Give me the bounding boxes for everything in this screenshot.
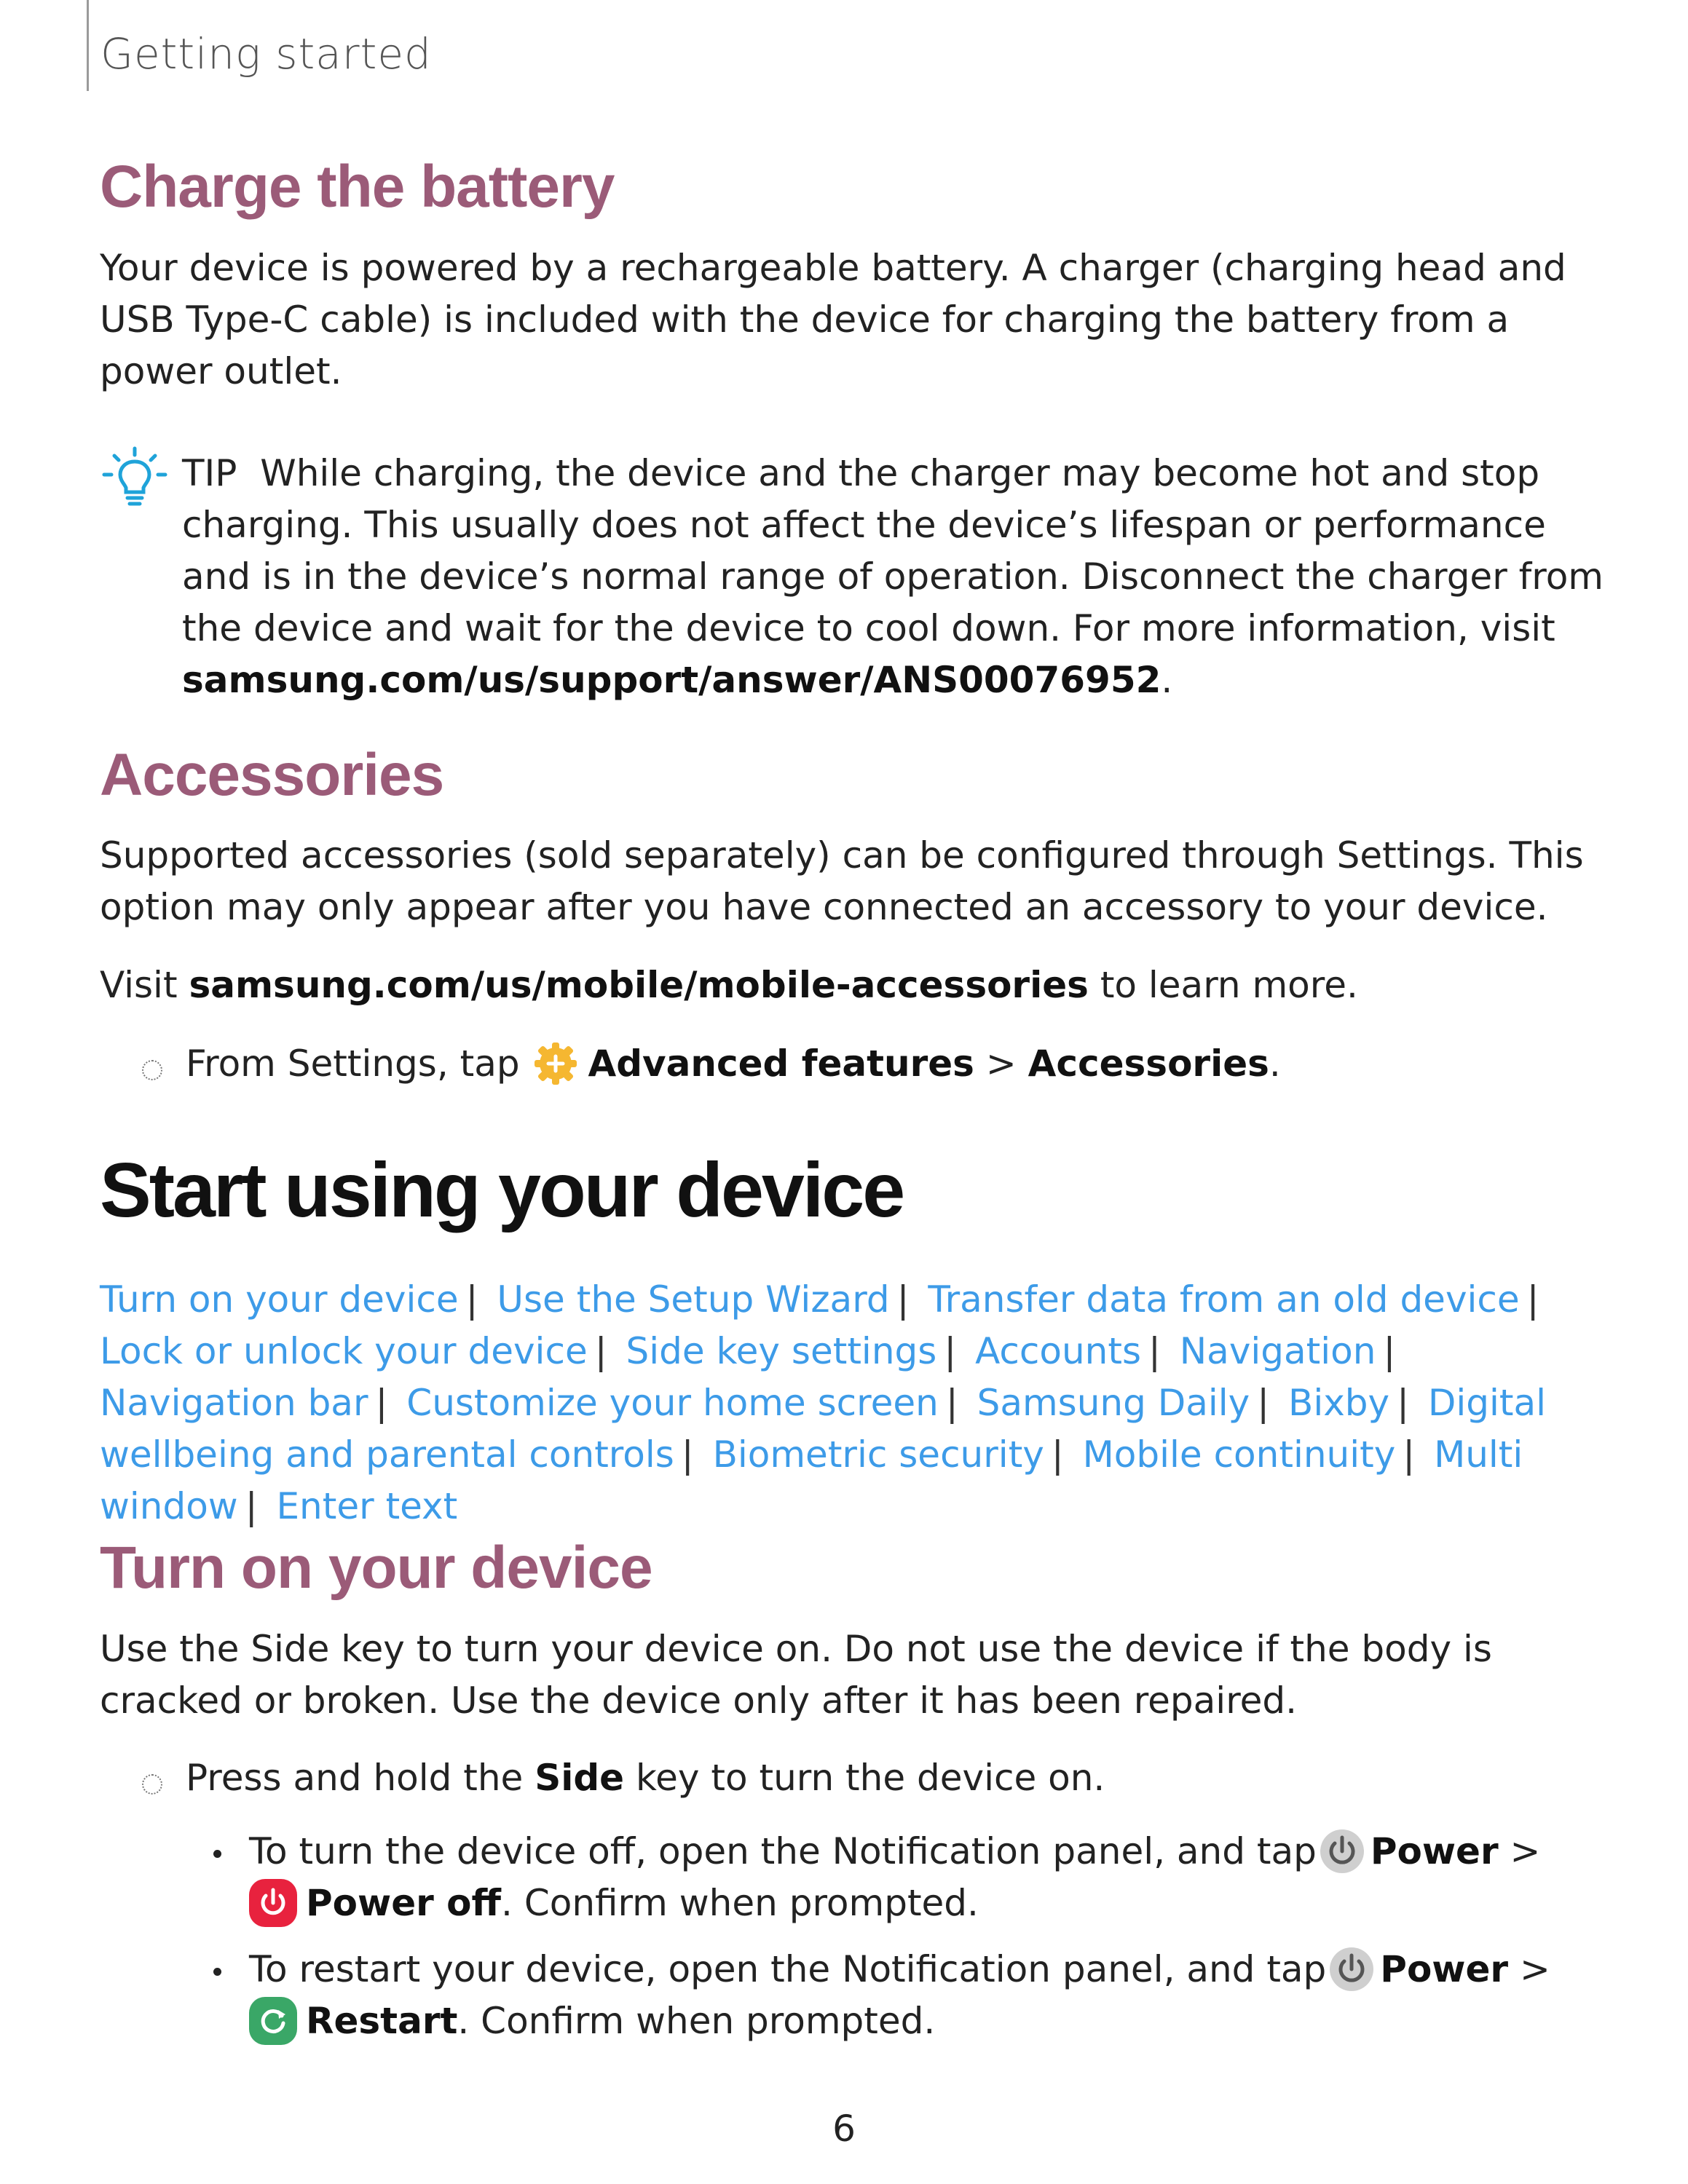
turn-on-body: Use the Side key to turn your device on. Do not use the device if the body is cracked or broken. Use the device only after it has been repaired. — [100, 1628, 1492, 1722]
topic-link[interactable]: Navigation — [1179, 1330, 1376, 1372]
step-bullet — [142, 1774, 162, 1795]
turn-off-instruction — [249, 1826, 1596, 1929]
tip-note — [182, 448, 1609, 706]
topic-link[interactable]: Customize your home screen — [406, 1382, 939, 1424]
restart-separator: > — [1519, 1948, 1550, 1990]
accessories-body: Supported accessories (sold separately) can be configured through Settings. This option may only appear after you have connected an accessory to your device. — [100, 834, 1584, 928]
step-prefix: Press and hold the — [186, 1757, 524, 1799]
link-separator: | — [1257, 1382, 1270, 1424]
link-separator: | — [896, 1278, 910, 1321]
power-label[interactable]: Power — [1370, 1830, 1499, 1872]
topic-link[interactable]: Turn on your device — [100, 1278, 459, 1321]
topic-link[interactable]: Biometric security — [712, 1433, 1044, 1476]
sub-bullet — [213, 1850, 221, 1858]
link-separator: | — [945, 1382, 958, 1424]
topic-link[interactable]: Samsung Daily — [977, 1382, 1250, 1424]
power-off-icon — [249, 1879, 297, 1927]
link-separator: | — [375, 1382, 388, 1424]
step-separator: > — [985, 1042, 1017, 1085]
restart-prefix: To restart your device, open the Notification panel, and tap — [249, 1948, 1327, 1990]
topic-link[interactable]: Accounts — [975, 1330, 1142, 1372]
tip-end: . — [1161, 659, 1173, 701]
link-separator: | — [465, 1278, 478, 1321]
step-suffix: key to turn the device on. — [635, 1757, 1105, 1799]
off-separator: > — [1510, 1830, 1541, 1872]
lightbulb-icon — [100, 444, 170, 514]
support-link[interactable]: samsung.com/us/support/answer/ANS00076952 — [182, 659, 1162, 701]
link-separator: | — [594, 1330, 607, 1372]
step-end: . — [1269, 1042, 1281, 1085]
side-key-label: Side — [535, 1757, 625, 1799]
visit-suffix: to learn more. — [1100, 964, 1358, 1006]
header-rule — [87, 0, 89, 91]
topic-link[interactable]: Bixby — [1288, 1382, 1390, 1424]
power-icon — [1329, 1947, 1374, 1992]
heading-start-using: Start using your device — [100, 1147, 904, 1233]
off-prefix: To turn the device off, open the Notification panel, and tap — [249, 1830, 1317, 1872]
heading-accessories: Accessories — [100, 742, 444, 808]
link-separator: | — [944, 1330, 957, 1372]
advanced-features-label[interactable]: Advanced features — [588, 1042, 974, 1085]
link-separator: | — [1403, 1433, 1416, 1476]
topic-link[interactable]: Digital wellbeing and parental controls — [100, 1382, 1547, 1476]
link-separator: | — [681, 1433, 694, 1476]
accessories-link[interactable]: samsung.com/us/mobile/mobile-accessories — [189, 964, 1089, 1006]
visit-prefix: Visit — [100, 964, 178, 1006]
off-suffix: . Confirm when prompted. — [501, 1882, 979, 1924]
turn-on-step — [186, 1752, 1569, 1804]
step-prefix: From Settings, tap — [186, 1042, 520, 1085]
restart-label[interactable]: Restart — [306, 2000, 458, 2042]
heading-charge-battery: Charge the battery — [100, 154, 615, 220]
topic-link[interactable]: Mobile continuity — [1082, 1433, 1396, 1476]
section-header: Getting started — [100, 29, 432, 79]
topic-link[interactable]: Lock or unlock your device — [100, 1330, 588, 1372]
restart-suffix: . Confirm when prompted. — [457, 2000, 936, 2042]
accessories-label[interactable]: Accessories — [1028, 1042, 1269, 1085]
restart-icon — [249, 1997, 297, 2045]
charge-body: Your device is powered by a rechargeable battery. A charger (charging head and USB Type-C cable) is included with the device for charging the battery from a power outlet. — [100, 247, 1566, 392]
sub-bullet — [213, 1968, 221, 1976]
heading-turn-on: Turn on your device — [100, 1535, 652, 1601]
topic-link[interactable]: Multi window — [100, 1433, 1523, 1527]
link-separator: | — [245, 1485, 258, 1527]
tip-text: While charging, the device and the charger may become hot and stop charging. This usually does not affect the device’s lifespan or performance and is in the device’s normal range of operation. Disconnect the charger from the device and wait for the device to cool down. For more information, visit — [182, 452, 1604, 649]
power-icon — [1320, 1829, 1365, 1874]
topic-link[interactable]: Enter text — [276, 1485, 458, 1527]
link-separator: | — [1526, 1278, 1539, 1321]
tip-label: TIP — [182, 452, 237, 494]
topic-link[interactable]: Use the Setup Wizard — [497, 1278, 890, 1321]
settings-gear-icon — [532, 1040, 580, 1088]
link-separator: | — [1383, 1330, 1396, 1372]
accessories-visit — [100, 960, 1593, 1011]
accessories-step — [186, 1038, 1569, 1090]
topic-links — [100, 1274, 1600, 1532]
topic-link[interactable]: Navigation bar — [100, 1382, 368, 1424]
topic-link[interactable]: Side key settings — [626, 1330, 937, 1372]
topic-link[interactable]: Transfer data from an old device — [928, 1278, 1520, 1321]
link-separator: | — [1148, 1330, 1161, 1372]
step-bullet — [142, 1060, 162, 1080]
restart-instruction — [249, 1944, 1596, 2047]
power-label[interactable]: Power — [1380, 1948, 1509, 1990]
page-number: 6 — [832, 2108, 856, 2150]
power-off-label[interactable]: Power off — [306, 1882, 502, 1924]
link-separator: | — [1397, 1382, 1409, 1424]
link-separator: | — [1051, 1433, 1064, 1476]
